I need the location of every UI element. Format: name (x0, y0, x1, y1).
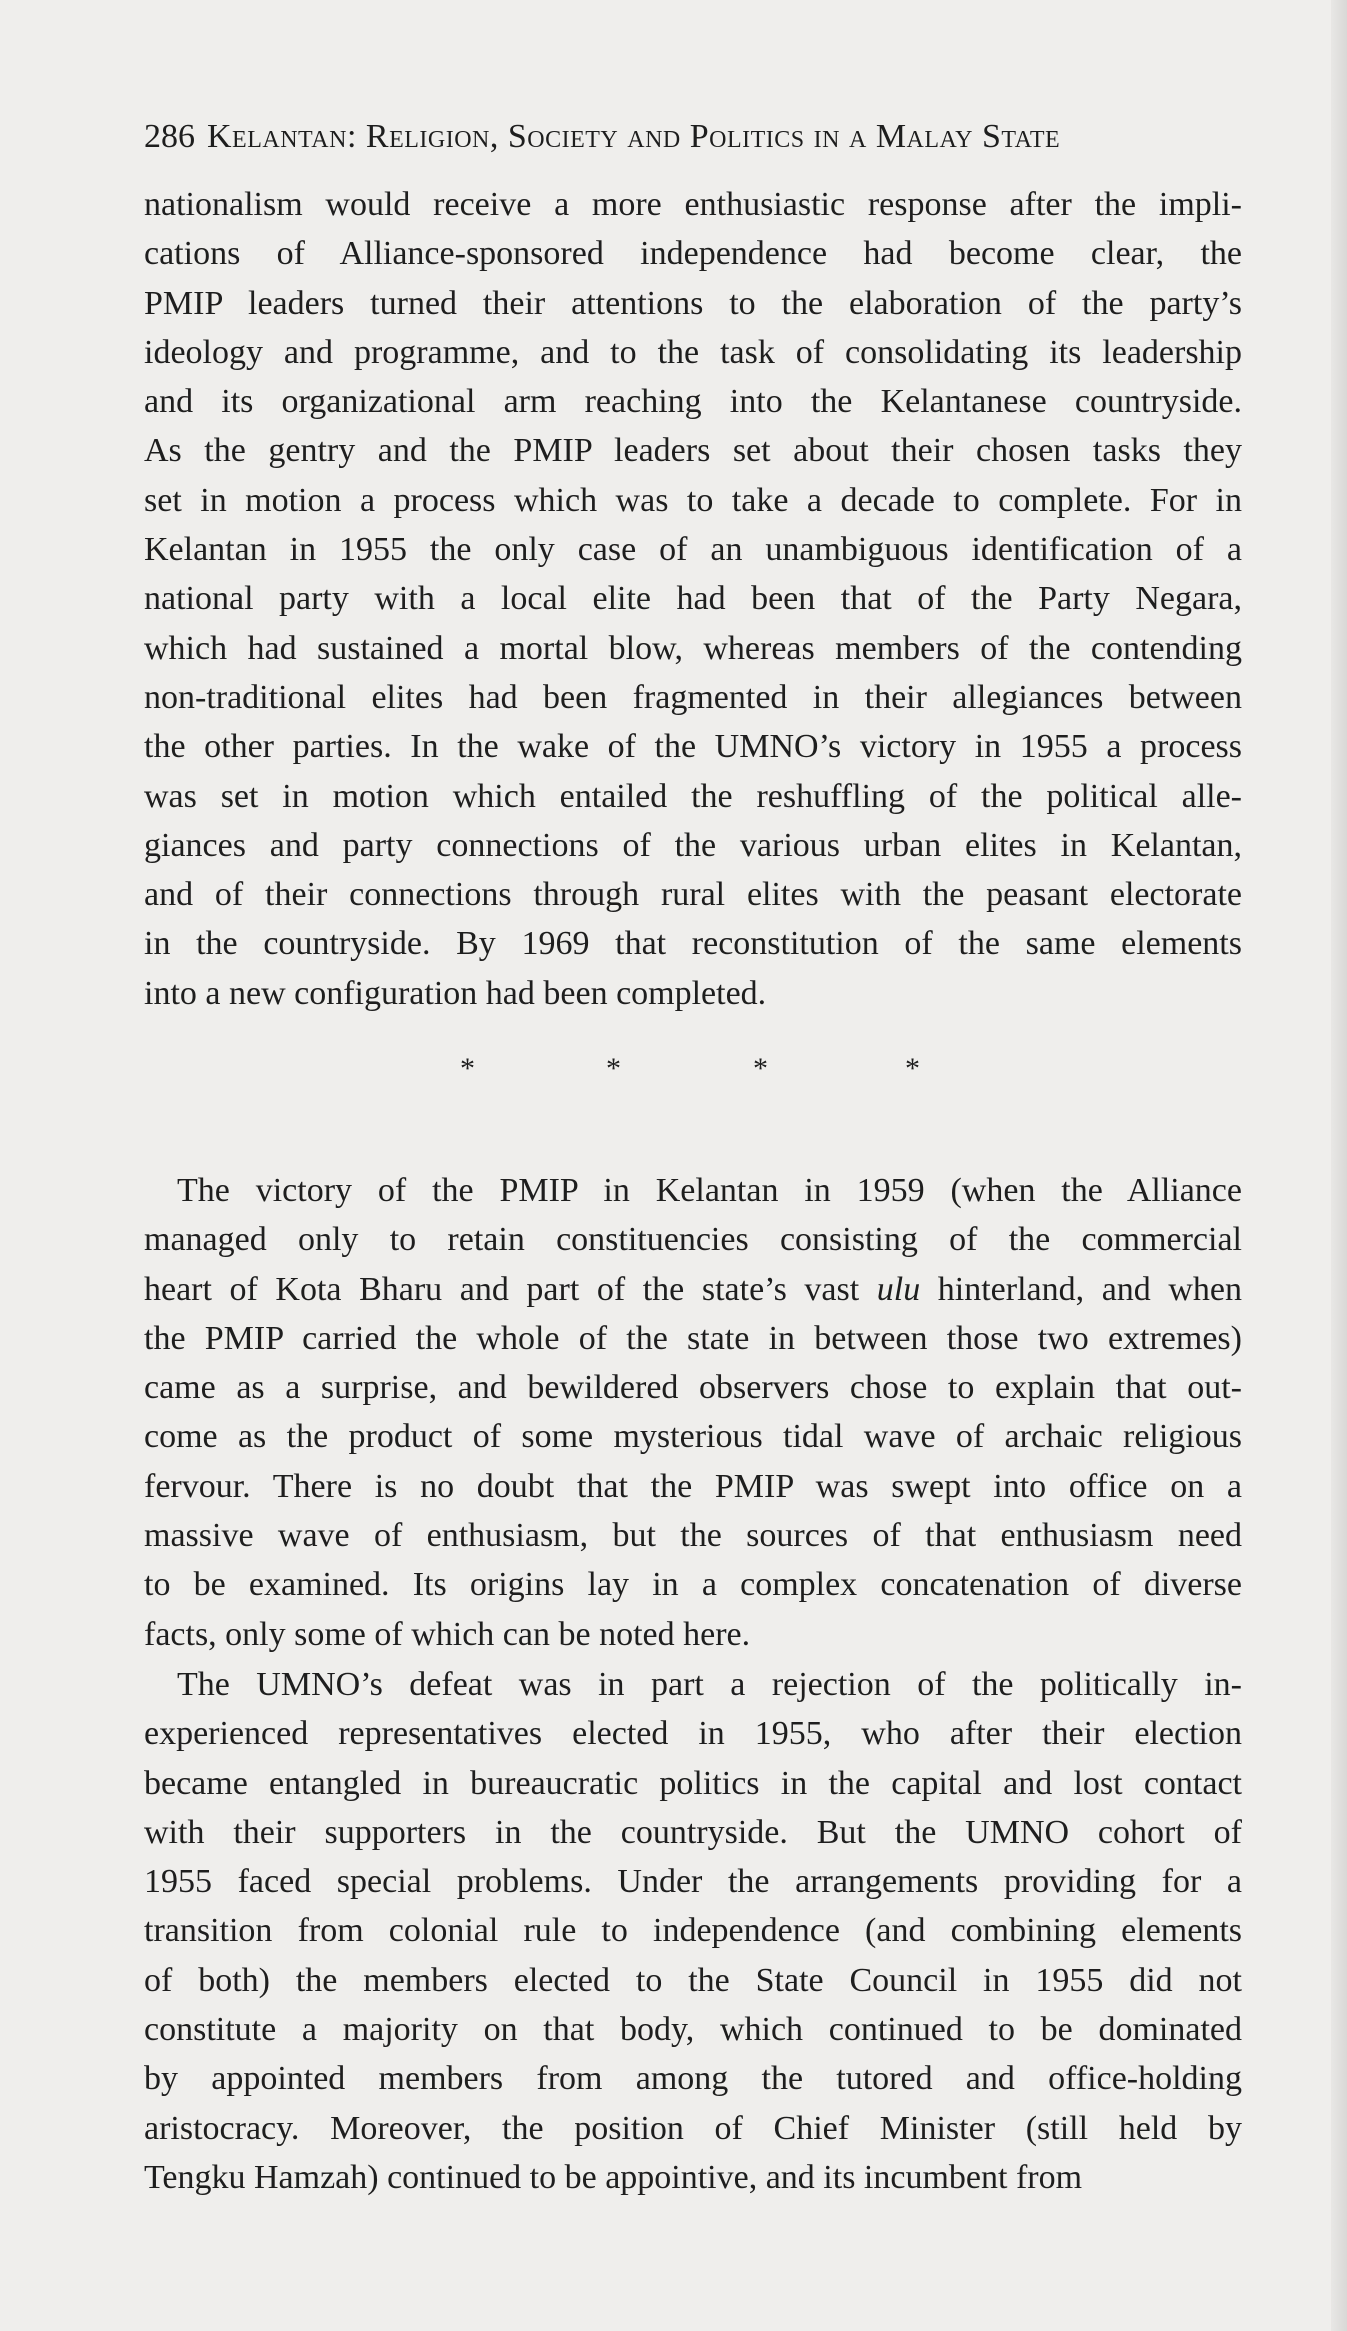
text-line: and of their connections through rural elites with the peasant electorate (144, 876, 1242, 914)
text-line: into a new configuration had been completed. (144, 974, 767, 1012)
star-ornament-icon: * (905, 1052, 920, 1085)
text-line: of both) the members elected to the State Council in 1955 did not (144, 1961, 1242, 1999)
text-line: Kelantan in 1955 the only case of an unambiguous identification of a (144, 531, 1242, 569)
text-line: heart of Kota Bharu and part of the state’s vast ulu hinterland, and when (144, 1270, 1243, 1308)
text-line: managed only to retain constituencies consisting of the commercial (144, 1221, 1242, 1259)
text-line: with their supporters in the countryside. But the UMNO cohort of (144, 1813, 1242, 1851)
text-line: by appointed members from among the tutored and office-holding (144, 2060, 1242, 2098)
text-line: transition from colonial rule to independence (and combining elements (144, 1912, 1242, 1950)
text-line: The UMNO’s defeat was in part a rejection of the politically in- (177, 1666, 1242, 1703)
paragraph-3 (144, 1660, 1242, 2202)
text-line: which had sustained a mortal blow, whereas members of the contending (144, 629, 1242, 667)
text-line: facts, only some of which can be noted here. (144, 1615, 751, 1653)
paragraph-2 (144, 1166, 1242, 1659)
text-line: The victory of the PMIP in Kelantan in 1959 (when the Alliance (177, 1172, 1242, 1209)
paragraph-1 (144, 180, 1242, 1018)
section-break (0, 1052, 1347, 1092)
text-line: come as the product of some mysterious tidal wave of archaic religious (144, 1418, 1242, 1456)
text-line: nationalism would receive a more enthusiastic response after the impli- (144, 186, 1242, 223)
text-line: constitute a majority on that body, which continued to be dominated (144, 2011, 1242, 2049)
text-line: massive wave of enthusiasm, but the sources of that enthusiasm need (144, 1517, 1242, 1555)
text-line: aristocracy. Moreover, the position of Chief Minister (still held by (144, 2109, 1242, 2147)
text-line: experienced representatives elected in 1955, who after their election (144, 1715, 1242, 1753)
running-title: Kelantan: Religion, Society and Politics in a Malay State (207, 118, 1061, 155)
page-edge-shadow (1331, 0, 1347, 2331)
text-line: giances and party connections of the various urban elites in Kelantan, (144, 826, 1242, 864)
text-line: in the countryside. By 1969 that reconstitution of the same elements (144, 925, 1242, 963)
text-line: ideology and programme, and to the task of consolidating its leadership (144, 333, 1242, 371)
running-header (144, 118, 1254, 156)
text-line: came as a surprise, and bewildered observers chose to explain that out- (144, 1369, 1242, 1407)
text-line: cations of Alliance-sponsored independence had become clear, the (144, 235, 1242, 273)
star-ornament-icon: * (460, 1052, 475, 1085)
star-ornament-icon: * (606, 1052, 621, 1085)
text-line: set in motion a process which was to take a decade to complete. For in (144, 481, 1242, 519)
text-line: the other parties. In the wake of the UMNO’s victory in 1955 a process (144, 728, 1242, 766)
text-line: to be examined. Its origins lay in a complex concatenation of diverse (144, 1566, 1242, 1604)
star-ornament-icon: * (753, 1052, 768, 1085)
text-line: 1955 faced special problems. Under the arrangements providing for a (144, 1863, 1242, 1901)
text-line: national party with a local elite had been that of the Party Negara, (144, 580, 1242, 618)
text-line: and its organizational arm reaching into the Kelantanese countryside. (144, 383, 1242, 421)
text-line: fervour. There is no doubt that the PMIP was swept into office on a (144, 1467, 1242, 1505)
text-line: non-traditional elites had been fragmented in their allegiances between (144, 678, 1242, 716)
text-line: the PMIP carried the whole of the state in between those two extremes) (144, 1319, 1242, 1357)
text-line: became entangled in bureaucratic politics in the capital and lost contact (144, 1764, 1242, 1802)
text-line: As the gentry and the PMIP leaders set about their chosen tasks they (144, 432, 1242, 470)
text-line: PMIP leaders turned their attentions to the elaboration of the party’s (144, 284, 1242, 322)
text-line: was set in motion which entailed the reshuffling of the political alle- (144, 777, 1242, 815)
page-number: 286 (144, 118, 195, 155)
text-line: Tengku Hamzah) continued to be appointive, and its incumbent from (144, 2158, 1083, 2196)
